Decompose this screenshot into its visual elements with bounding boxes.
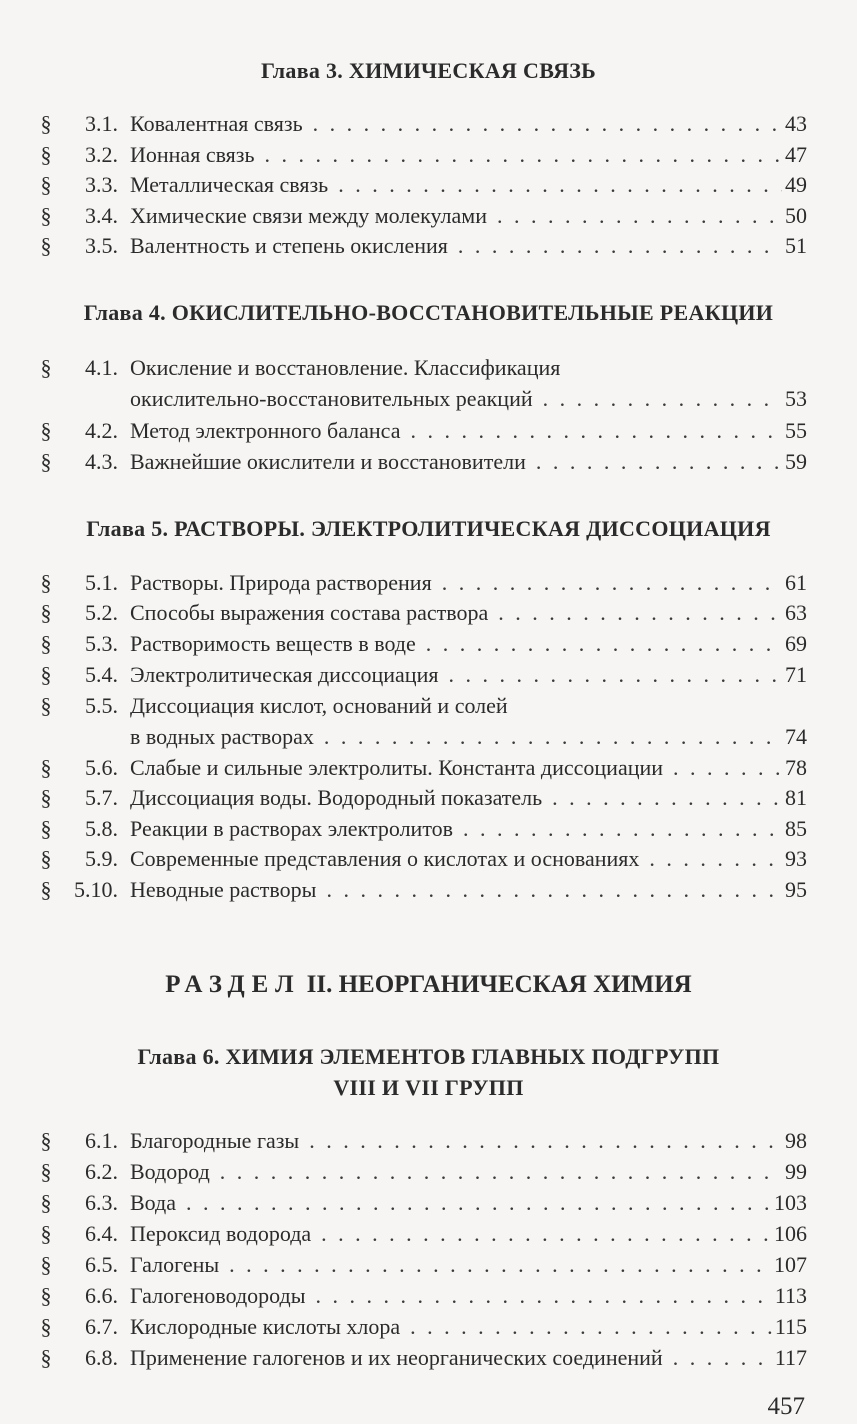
entry-page: 43	[785, 111, 807, 136]
toc-entry-5-5	[0, 690, 857, 754]
toc-entry-6-4	[0, 1218, 857, 1250]
entry-title: Современные представления о кислотах и основаниях	[130, 846, 640, 871]
dot-leader	[410, 1311, 772, 1343]
entry-page: 107	[774, 1252, 807, 1277]
entry-page: 98	[785, 1128, 807, 1153]
dot-leader	[326, 874, 782, 906]
entry-page: 99	[785, 1159, 807, 1184]
section-symbol: §	[40, 355, 52, 380]
entry-title: Металлическая связь	[130, 172, 329, 197]
entry-page: 115	[774, 1314, 807, 1339]
section-symbol: §	[40, 1221, 52, 1246]
chapter-6-title-line2: VIII И VII ГРУПП	[333, 1075, 524, 1100]
entry-number: 6.2.	[85, 1159, 118, 1184]
section-symbol: §	[40, 449, 52, 474]
entry-number: 4.1.	[85, 355, 118, 380]
entry-page: 103	[774, 1190, 807, 1215]
entry-title: Ковалентная связь	[130, 111, 303, 136]
dot-leader	[552, 782, 782, 814]
section-symbol: §	[40, 1159, 52, 1184]
dot-leader	[497, 200, 782, 232]
entry-page: 78	[785, 755, 807, 780]
entry-title: Кислородные кислоты хлора	[130, 1314, 401, 1339]
section-title	[0, 969, 857, 1001]
toc-entry-5-6	[0, 752, 857, 784]
dot-leader	[649, 843, 782, 875]
entry-title: Вода	[130, 1190, 176, 1215]
entry-title: Химические связи между молекулами	[130, 203, 487, 228]
dot-leader	[410, 415, 782, 447]
section-symbol: §	[40, 203, 52, 228]
entry-page: 71	[785, 662, 807, 687]
section-symbol: §	[40, 877, 52, 902]
entry-number: 5.7.	[85, 785, 118, 810]
toc-entry-3-2	[0, 139, 857, 171]
entry-number: 5.8.	[85, 816, 118, 841]
entry-number: 5.4.	[85, 662, 118, 687]
entry-title: Ионная связь	[130, 142, 255, 167]
section-symbol: §	[40, 631, 52, 656]
chapter-3-title: Глава 3. ХИМИЧЕСКАЯ СВЯЗЬ	[260, 58, 597, 83]
entry-page: 59	[785, 449, 807, 474]
dot-leader	[458, 230, 782, 262]
toc-entry-3-3	[0, 169, 857, 201]
entry-title: Водород	[130, 1159, 210, 1184]
section-symbol: §	[40, 1314, 52, 1339]
dot-leader	[309, 1125, 782, 1157]
toc-entry-4-1	[0, 352, 857, 416]
toc-entry-3-4	[0, 200, 857, 232]
section-symbol: §	[40, 111, 52, 136]
entry-title: Неводные растворы	[130, 877, 317, 902]
toc-entry-6-5	[0, 1249, 857, 1281]
section-symbol: §	[40, 1190, 52, 1215]
entry-title: Электролитическая диссоциация	[130, 662, 439, 687]
dot-leader	[229, 1249, 771, 1281]
toc-entry-6-2	[0, 1156, 857, 1188]
entry-title-line1: Диссоциация кислот, оснований и солей	[130, 693, 508, 718]
entry-title: Растворимость веществ в воде	[130, 631, 416, 656]
section-symbol: §	[40, 1252, 52, 1277]
toc-entry-5-3	[0, 628, 857, 660]
dot-leader	[186, 1187, 771, 1219]
entry-page: 55	[785, 418, 807, 443]
entry-title-line1: Окисление и восстановление. Классификация	[130, 355, 561, 380]
entry-title: Пероксид водорода	[130, 1221, 312, 1246]
entry-page: 113	[774, 1283, 807, 1308]
toc-entry-5-8	[0, 813, 857, 845]
entry-number: 6.1.	[85, 1128, 118, 1153]
chapter-4-title: Глава 4. ОКИСЛИТЕЛЬНО-ВОССТАНОВИТЕЛЬНЫЕ РЕАКЦИИ	[83, 300, 774, 325]
toc-entry-6-1	[0, 1125, 857, 1157]
entry-page: 53	[785, 386, 807, 411]
chapter-5-title: Глава 5. РАСТВОРЫ. ЭЛЕКТРОЛИТИЧЕСКАЯ ДИССОЦИАЦИЯ	[86, 516, 771, 541]
toc-entry-6-8	[0, 1342, 857, 1374]
entry-title: Применение галогенов и их неорганических соединений	[130, 1345, 663, 1370]
dot-leader	[220, 1156, 782, 1188]
entry-title: Важнейшие окислители и восстановители	[130, 449, 526, 474]
toc-entry-6-7	[0, 1311, 857, 1343]
dot-leader	[463, 813, 782, 845]
entry-page: 49	[785, 172, 807, 197]
entry-number: 5.10.	[74, 877, 118, 902]
entry-number: 6.7.	[85, 1314, 118, 1339]
section-symbol: §	[40, 785, 52, 810]
entry-number: 3.5.	[85, 233, 118, 258]
toc-entry-5-9	[0, 843, 857, 875]
entry-page: 85	[785, 816, 807, 841]
entry-page: 74	[785, 724, 807, 749]
section-name: II. НЕОРГАНИЧЕСКАЯ ХИМИЯ	[306, 971, 692, 998]
entry-title: Валентность и степень окисления	[130, 233, 448, 258]
dot-leader	[498, 597, 782, 629]
section-symbol: §	[40, 142, 52, 167]
entry-page: 47	[785, 142, 807, 167]
dot-leader	[543, 383, 782, 415]
section-symbol: §	[40, 233, 52, 258]
entry-title: Диссоциация воды. Водородный показатель	[130, 785, 543, 810]
entry-number: 3.1.	[85, 111, 118, 136]
section-symbol: §	[40, 755, 52, 780]
toc-entry-5-4	[0, 659, 857, 691]
dot-leader	[324, 721, 782, 753]
toc-entry-6-6	[0, 1280, 857, 1312]
entry-number: 3.4.	[85, 203, 118, 228]
dot-leader	[673, 1342, 772, 1374]
section-symbol: §	[40, 600, 52, 625]
entry-page: 117	[774, 1345, 807, 1370]
dot-leader	[321, 1218, 771, 1250]
entry-number: 5.9.	[85, 846, 118, 871]
entry-number: 5.2.	[85, 600, 118, 625]
entry-number: 4.2.	[85, 418, 118, 443]
entry-number: 4.3.	[85, 449, 118, 474]
dot-leader	[265, 139, 782, 171]
entry-title: Растворы. Природа растворения	[130, 570, 432, 595]
dot-leader	[338, 169, 782, 201]
dot-leader	[448, 659, 782, 691]
entry-number: 3.3.	[85, 172, 118, 197]
dot-leader	[536, 446, 782, 478]
entry-title: окислительно-восстановительных реакций	[130, 386, 533, 411]
dot-leader	[426, 628, 782, 660]
section-symbol: §	[40, 1345, 52, 1370]
toc-entry-4-3	[0, 446, 857, 478]
dot-leader	[442, 567, 782, 599]
entry-number: 6.5.	[85, 1252, 118, 1277]
entry-number: 5.6.	[85, 755, 118, 780]
entry-number: 6.8.	[85, 1345, 118, 1370]
section-symbol: §	[40, 1283, 52, 1308]
entry-title: в водных растворах	[130, 724, 314, 749]
section-symbol: §	[40, 570, 52, 595]
section-symbol: §	[40, 693, 52, 718]
toc-entry-5-2	[0, 597, 857, 629]
section-lead: РАЗДЕЛ	[165, 971, 301, 998]
toc-entry-3-5	[0, 230, 857, 262]
dot-leader	[673, 752, 782, 784]
section-symbol: §	[40, 172, 52, 197]
entry-page: 50	[785, 203, 807, 228]
entry-title: Благородные газы	[130, 1128, 300, 1153]
entry-title: Способы выражения состава раствора	[130, 600, 489, 625]
toc-entry-5-1	[0, 567, 857, 599]
section-symbol: §	[40, 418, 52, 443]
entry-page: 93	[785, 846, 807, 871]
entry-title: Галогены	[130, 1252, 220, 1277]
toc-entry-5-7	[0, 782, 857, 814]
entry-page: 61	[785, 570, 807, 595]
entry-title: Реакции в растворах электролитов	[130, 816, 454, 841]
toc-entry-6-3	[0, 1187, 857, 1219]
entry-number: 5.1.	[85, 570, 118, 595]
page-number: 457	[767, 1393, 805, 1420]
section-symbol: §	[40, 1128, 52, 1153]
entry-title: Галогеноводороды	[130, 1283, 306, 1308]
entry-page: 106	[774, 1221, 807, 1246]
entry-number: 5.3.	[85, 631, 118, 656]
entry-page: 81	[785, 785, 807, 810]
section-symbol: §	[40, 846, 52, 871]
chapter-6-title-line1: Глава 6. ХИМИЯ ЭЛЕМЕНТОВ ГЛАВНЫХ ПОДГРУПП	[137, 1044, 720, 1069]
entry-number: 6.4.	[85, 1221, 118, 1246]
dot-leader	[316, 1280, 772, 1312]
entry-number: 6.3.	[85, 1190, 118, 1215]
entry-page: 63	[785, 600, 807, 625]
entry-title: Слабые и сильные электролиты. Константа диссоциации	[130, 755, 664, 780]
entry-page: 95	[785, 877, 807, 902]
entry-number: 6.6.	[85, 1283, 118, 1308]
entry-page: 51	[785, 233, 807, 258]
entry-number: 3.2.	[85, 142, 118, 167]
section-symbol: §	[40, 816, 52, 841]
dot-leader	[313, 108, 782, 140]
toc-entry-4-2	[0, 415, 857, 447]
entry-page: 69	[785, 631, 807, 656]
section-symbol: §	[40, 662, 52, 687]
entry-title: Метод электронного баланса	[130, 418, 401, 443]
toc-entry-3-1	[0, 108, 857, 140]
toc-entry-5-10	[0, 874, 857, 906]
entry-number: 5.5.	[85, 693, 118, 718]
